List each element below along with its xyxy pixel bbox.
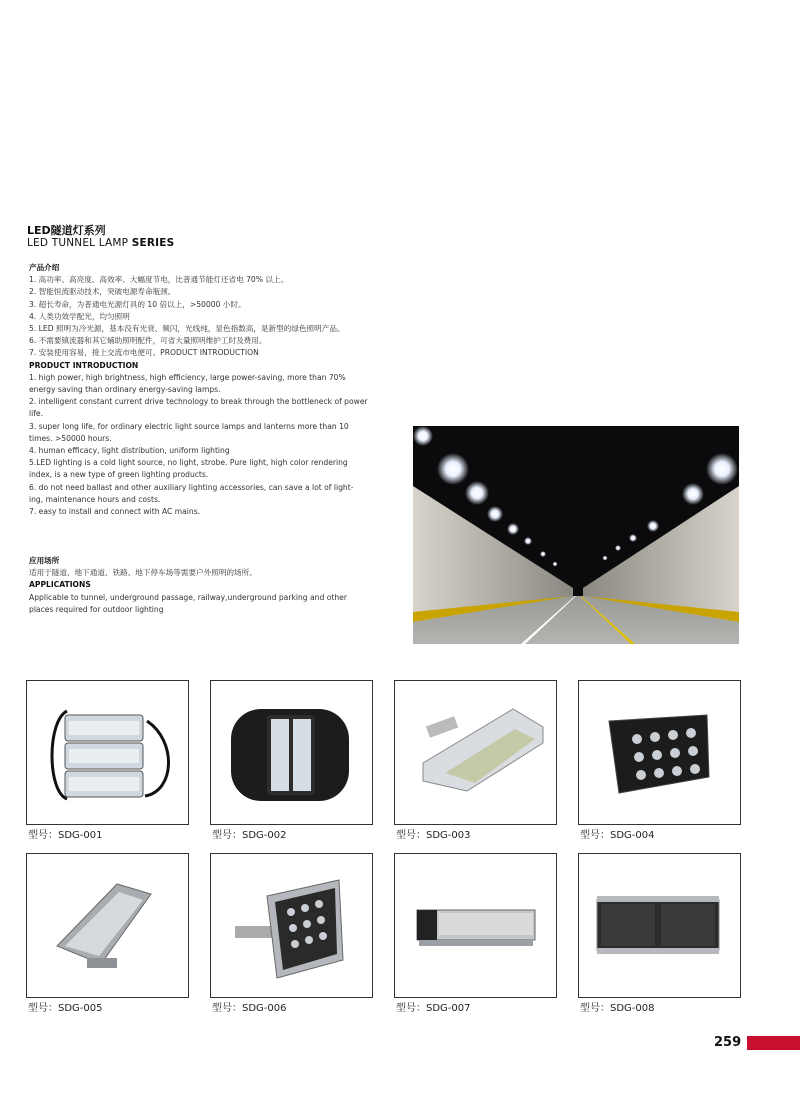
- product-caption: 型号：SDG-006: [212, 1003, 287, 1014]
- product-caption: 型号：SDG-004: [580, 830, 655, 841]
- intro-line-en: index, is a new type of green lighting products.: [29, 470, 209, 480]
- section-title-en-prefix: LED TUNNEL LAMP: [27, 237, 129, 249]
- product-image-sdg-001: [26, 680, 189, 825]
- intro-heading-en: PRODUCT INTRODUCTION: [29, 360, 139, 370]
- product-image-sdg-007: [394, 853, 557, 998]
- accent-bar: [747, 1036, 800, 1050]
- intro-heading-cn: 产品介绍: [29, 263, 60, 272]
- product-image-sdg-008: [578, 853, 741, 998]
- section-title-en-bold: SERIES: [131, 237, 175, 249]
- product-introduction: [29, 262, 397, 518]
- intro-line-cn: 2. 智能恒流驱动技术，突破电源寿命瓶颈。: [29, 287, 176, 297]
- intro-line-en: 7. easy to install and connect with AC mains.: [29, 507, 201, 517]
- product-caption: 型号：SDG-007: [396, 1003, 471, 1014]
- product-caption: 型号：SDG-002: [212, 830, 287, 841]
- applications-heading-en: APPLICATIONS: [29, 580, 91, 590]
- page-number: 259: [714, 1035, 742, 1050]
- intro-line-en: 5.LED lighting is a cold light source, no light, strobe. Pure light, high color rendering: [29, 458, 348, 468]
- product-image-sdg-006: [210, 853, 373, 998]
- intro-line-cn: 3. 超长寿命，为普通电光源灯具的 10 倍以上，>50000 小时。: [29, 299, 246, 309]
- intro-line-cn: 7. 安装使用容易，接上交流市电便可。PRODUCT INTRODUCTION: [29, 348, 259, 358]
- tunnel-photo: [413, 426, 739, 644]
- product-image-sdg-002: [210, 680, 373, 825]
- intro-line-cn: 4. 人类功效学配光，均匀照明: [29, 311, 130, 321]
- intro-line-en: ing, maintenance hours and costs.: [29, 494, 161, 504]
- intro-line-cn: 1. 高功率、高亮度、高效率、大幅度节电，比普通节能灯还省电 70% 以上。: [29, 275, 289, 285]
- applications-line-en: places required for outdoor lighting: [29, 604, 164, 614]
- intro-line-en: 1. high power, high brightness, high efficiency, large power-saving, more than 70%: [29, 372, 346, 382]
- product-caption: 型号：SDG-005: [28, 1003, 103, 1014]
- product-caption: 型号：SDG-001: [28, 830, 103, 841]
- product-image-sdg-004: [578, 680, 741, 825]
- intro-line-en: 2. intelligent constant current drive technology to break through the bottleneck of power: [29, 397, 368, 407]
- applications-line-cn: 适用于隧道、地下通道、铁路、地下停车场等需要户外照明的场所。: [29, 568, 257, 578]
- applications-heading-cn: 应用场所: [29, 556, 60, 565]
- applications-line-en: Applicable to tunnel, underground passage, railway,underground parking and other: [29, 592, 347, 602]
- applications: [29, 555, 397, 616]
- product-caption: 型号：SDG-008: [580, 1003, 655, 1014]
- intro-line-en: 6. do not need ballast and other auxiliary lighting accessories, can save a lot of light-: [29, 482, 354, 492]
- intro-line-en: 4. human efficacy, light distribution, uniform lighting: [29, 446, 230, 456]
- intro-line-en: times. >50000 hours.: [29, 433, 112, 443]
- section-title-cn: LED隧道灯系列: [27, 224, 106, 237]
- product-image-sdg-003: [394, 680, 557, 825]
- intro-line-en: life.: [29, 409, 43, 419]
- intro-line-cn: 6. 不需要镇流器和其它辅助照明配件，可省大量照明维护工时及费用。: [29, 336, 267, 346]
- section-title-en: [27, 237, 174, 249]
- intro-line-cn: 5. LED 照明为冷光源，基本没有光衰、频闪，光线纯，显色指数高，是新型的绿色照明产品。: [29, 324, 345, 334]
- intro-line-en: energy saving than ordinary energy-saving lamps.: [29, 385, 221, 395]
- intro-line-en: 3. super long life, for ordinary electric light source lamps and lanterns more than 10: [29, 421, 349, 431]
- product-caption: 型号：SDG-003: [396, 830, 471, 841]
- product-image-sdg-005: [26, 853, 189, 998]
